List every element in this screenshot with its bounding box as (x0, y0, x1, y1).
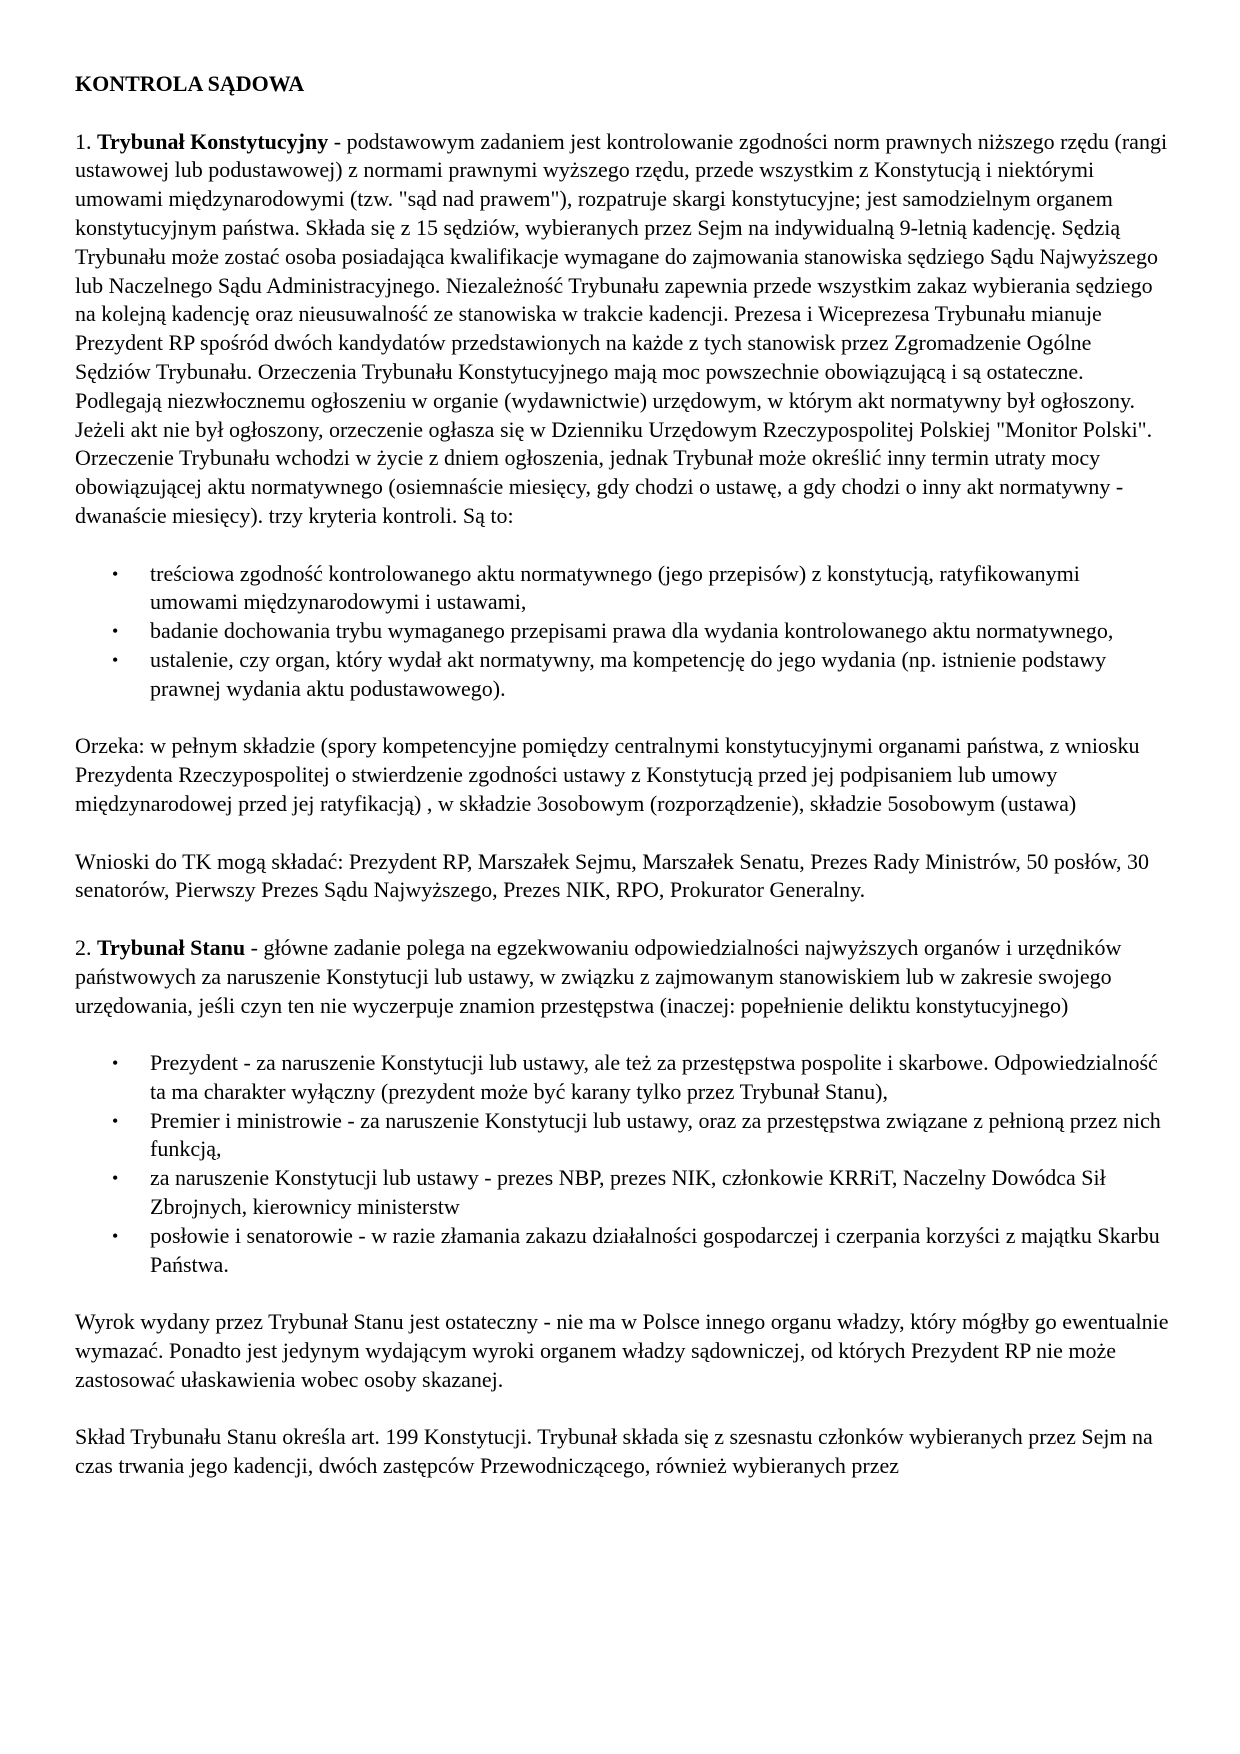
bullet-icon: • (112, 563, 119, 584)
list-item (112, 646, 1170, 704)
list-item (112, 1049, 1170, 1107)
ts-number: 2. (75, 934, 97, 960)
list-item (112, 617, 1170, 646)
list-item-text: Premier i ministrowie - za naruszenie Konstytucji lub ustawy, oraz za przestępstwa związane z pełnioną przez nich funkcją, (150, 1107, 1161, 1162)
document-title: KONTROLA SĄDOWA (75, 71, 305, 96)
list-item-text: badanie dochowania trybu wymaganego przepisami prawa dla wydania kontrolowanego aktu normatywnego, (150, 618, 1114, 644)
list-item-text: posłowie i senatorowie - w razie złamania zakazu działalności gospodarczej i czerpania korzyści z majątku Skarbu Państwa. (150, 1222, 1160, 1277)
bullet-icon: • (112, 621, 119, 642)
bullet-icon: • (112, 1168, 119, 1189)
ts-wyrok-paragraph: Wyrok wydany przez Trybunał Stanu jest ostateczny - nie ma w Polsce innego organu władzy, który mógłby go ewentualnie wymazać. Ponadto jest jedynym wydającym wyroki organem władzy sądowniczej, od których Prezydent RP nie może zastosować ułaskawienia wobec osoby skazanej. (75, 1309, 1169, 1392)
document-page (75, 70, 1170, 1510)
bullet-icon: • (112, 1110, 119, 1131)
ts-term: Trybunał Stanu (97, 934, 246, 960)
list-item-text: Prezydent - za naruszenie Konstytucji lub ustawy, ale też za przestępstwa pospolite i skarbowe. Odpowiedzialność ta ma charakter wyłączny (prezydent może być karany tylko przez Trybunał Stanu), (150, 1050, 1158, 1104)
list-item (112, 1107, 1170, 1165)
tk-term: Trybunał Konstytucyjny (97, 128, 329, 154)
list-item-text: ustalenie, czy organ, który wydał akt normatywny, ma kompetencję do jego wydania (np. istnienie podstawy prawnej wydania aktu podustawowego). (150, 646, 1107, 701)
ts-sklad-paragraph: Skład Trybunału Stanu określa art. 199 Konstytucji. Trybunał składa się z szesnastu członków wybieranych przez Sejm na czas trwania jego kadencji, dwóch zastępców Przewodniczącego, również wybieranych przez (75, 1424, 1153, 1479)
list-item-text: za naruszenie Konstytucji lub ustawy - prezes NBP, prezes NIK, członkowie KRRiT, Naczelny Dowódca Sił Zbrojnych, kierownicy ministerstw (150, 1165, 1106, 1220)
ts-paragraph (75, 934, 1170, 1020)
ts-text: - główne zadanie polega na egzekwowaniu odpowiedzialności najwyższych organów i urzędników państwowych za naruszenie Konstytucji lub ustawy, w związku z zajmowanym stanowiskiem lub w zakresie swojego urzędowania, jeśli czyn ten nie wyczerpuje znamion przestępstwa (inaczej: popełnienie deliktu konstytucyjnego) (75, 934, 1122, 1018)
tk-wnioski-paragraph: Wnioski do TK mogą składać: Prezydent RP, Marszałek Sejmu, Marszałek Senatu, Prezes Rady Ministrów, 50 posłów, 30 senatorów, Pierwszy Prezes Sądu Najwyższego, Prezes NIK, RPO, Prokurator Generalny. (75, 848, 1149, 903)
tk-paragraph (75, 128, 1170, 531)
list-item (112, 1222, 1170, 1280)
bullet-icon: • (112, 649, 119, 670)
list-item (112, 1164, 1170, 1222)
ts-items-list (75, 1049, 1170, 1279)
list-item (112, 560, 1170, 618)
list-item-text: treściowa zgodność kontrolowanego aktu normatywnego (jego przepisów) z konstytucją, ratyfikowanymi umowami międzynarodowymi i ustawami, (150, 560, 1080, 615)
tk-number: 1. (75, 128, 97, 154)
bullet-icon: • (112, 1053, 119, 1074)
tk-orzeka-paragraph: Orzeka: w pełnym składzie (spory kompetencyjne pomiędzy centralnymi konstytucyjnymi organami państwa, z wniosku Prezydenta Rzeczypospolitej o stwierdzenie zgodności ustawy z Konstytucją przed jej podpisaniem lub umowy międzynarodowej przed jej ratyfikacją) , w składzie 3osobowym (rozporządzenie), składzie 5osobowym (ustawa) (75, 733, 1140, 816)
tk-text: - podstawowym zadaniem jest kontrolowanie zgodności norm prawnych niższego rzędu (rangi ustawowej lub podustawowej) z normami prawnymi wyższego rzędu, przede wszystkim z Konstytucją i niektórymi umowami międzynarodowymi (tzw. "sąd nad prawem"), rozpatruje skargi konstytucyjne; jest samodzielnym organem konstytucyjnym państwa. Składa się z 15 sędziów, wybieranych przez Sejm na indywidualną 9-letnią kadencję. Sędzią Trybunału może zostać osoba posiadająca kwalifikacje wymagane do zajmowania stanowiska sędziego Sądu Najwyższego lub Naczelnego Sądu Administracyjnego. Niezależność Trybunału zapewnia przede wszystkim zakaz wybierania sędziego na kolejną kadencję oraz nieusuwalność ze stanowiska w trakcie kadencji. Prezesa i Wiceprezesa Trybunału mianuje Prezydent RP spośród dwóch kandydatów przedstawionych na każde z tych stanowisk przez Zgromadzenie Ogólne Sędziów Trybunału. Orzeczenia Trybunału Konstytucyjnego mają moc powszechnie obowiązującą i są ostateczne. Podlegają niezwłocznemu ogłoszeniu w organie (wydawnictwie) urzędowym, w którym akt normatywny był ogłoszony. Jeżeli akt nie był ogłoszony, orzeczenie ogłasza się w Dzienniku Urzędowym Rzeczypospolitej Polskiej "Monitor Polski". Orzeczenie Trybunału wchodzi w życie z dniem ogłoszenia, jednak Trybunał może określić inny termin utraty mocy obowiązującej aktu normatywnego (osiemnaście miesięcy, gdy chodzi o ustawę, a gdy chodzi o inny akt normatywny - dwanaście miesięcy). trzy kryteria kontroli. Są to: (75, 128, 1168, 528)
bullet-icon: • (112, 1225, 119, 1246)
tk-criteria-list (75, 560, 1170, 704)
